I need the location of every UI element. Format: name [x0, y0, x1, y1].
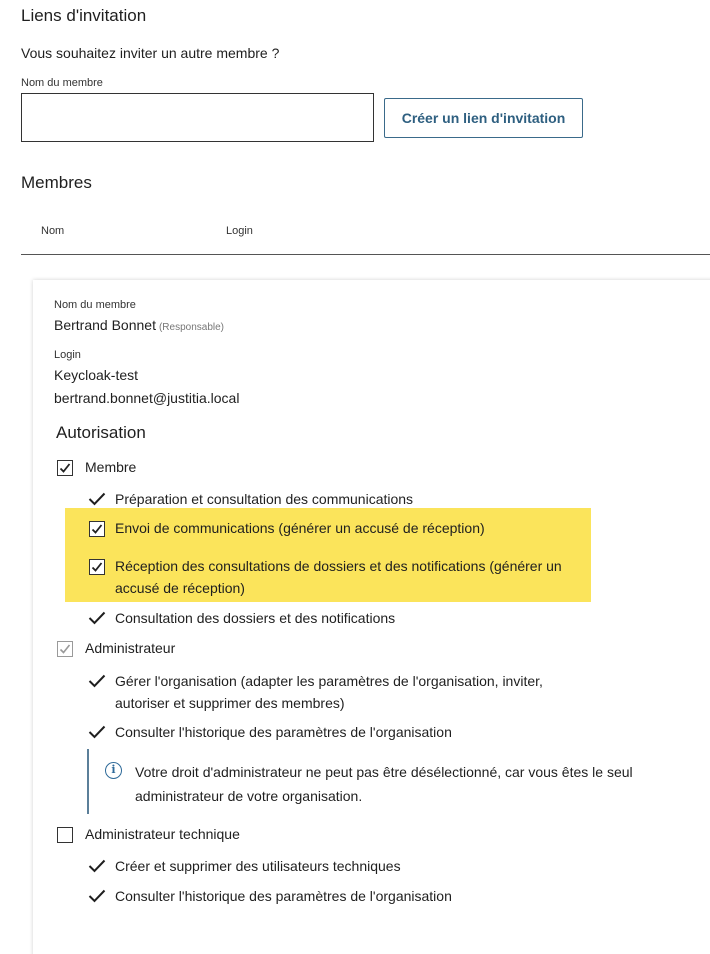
checkmark-icon: [91, 561, 103, 573]
info-icon: i: [105, 762, 122, 779]
tech-admin-checkbox-label: Administrateur technique: [85, 826, 240, 842]
admin-checkbox-label: Administrateur: [85, 640, 176, 656]
highlight-check-box-2: [89, 559, 105, 575]
perm-admin-2: Consulter l'historique des paramètres de l'organisation: [115, 724, 452, 740]
invite-prompt: Vous souhaitez inviter un autre membre ?: [21, 45, 280, 61]
highlight-check-box-1: [89, 521, 105, 537]
tech-admin-checkbox[interactable]: [57, 827, 73, 843]
invite-section-title: Liens d'invitation: [21, 6, 147, 25]
checkmark-icon: [59, 643, 71, 655]
checkmark-icon: [91, 523, 103, 535]
member-name-input[interactable]: [21, 93, 374, 142]
role-badge: (Responsable): [158, 322, 225, 333]
column-header-login[interactable]: Login: [226, 225, 253, 237]
members-section-title: Membres: [21, 173, 92, 192]
check-icon: [88, 859, 106, 873]
perm-membre-1: Préparation et consultation des communications: [115, 491, 414, 507]
create-invite-link-button[interactable]: Créer un lien d'invitation: [384, 98, 583, 138]
membre-checkbox-label: Membre: [85, 459, 137, 475]
member-name-text: Bertrand Bonnet: [54, 317, 156, 333]
perm-membre-4: Consultation des dossiers et des notifications: [115, 610, 396, 626]
perm-membre-2: Envoi de communications (générer un accusé de réception): [115, 520, 485, 536]
column-header-name[interactable]: Nom: [41, 225, 65, 237]
check-icon: [88, 611, 106, 625]
card-login-label: Login: [54, 349, 81, 361]
card-member-name: [54, 317, 224, 333]
member-name-label: Nom du membre: [21, 77, 103, 89]
perm-tech-1: Créer et supprimer des utilisateurs techniques: [115, 858, 401, 874]
admin-info-text: Votre droit d'administrateur ne peut pas être désélectionné, car vous êtes le seul administrateur de votre organisation.: [135, 764, 633, 804]
perm-admin-1: Gérer l'organisation (adapter les paramètres de l'organisation, inviter, autoriser et supprimer des membres): [115, 673, 543, 711]
card-name-label: Nom du membre: [54, 299, 136, 311]
check-icon: [88, 492, 106, 506]
card-email-value: bertrand.bonnet@justitia.local: [54, 390, 240, 406]
perm-membre-3: Réception des consultations de dossiers et des notifications (générer un accusé de réception): [115, 558, 562, 596]
admin-checkbox[interactable]: [57, 641, 73, 657]
card-login-value: Keycloak-test: [54, 367, 139, 383]
check-icon: [88, 674, 106, 688]
check-icon: [88, 889, 106, 903]
perm-tech-2: Consulter l'historique des paramètres de l'organisation: [115, 888, 452, 904]
checkmark-icon: [59, 462, 71, 474]
check-icon: [88, 725, 106, 739]
table-header-divider: [21, 254, 710, 255]
membre-checkbox[interactable]: [57, 460, 73, 476]
authorisation-title: Autorisation: [56, 423, 146, 442]
